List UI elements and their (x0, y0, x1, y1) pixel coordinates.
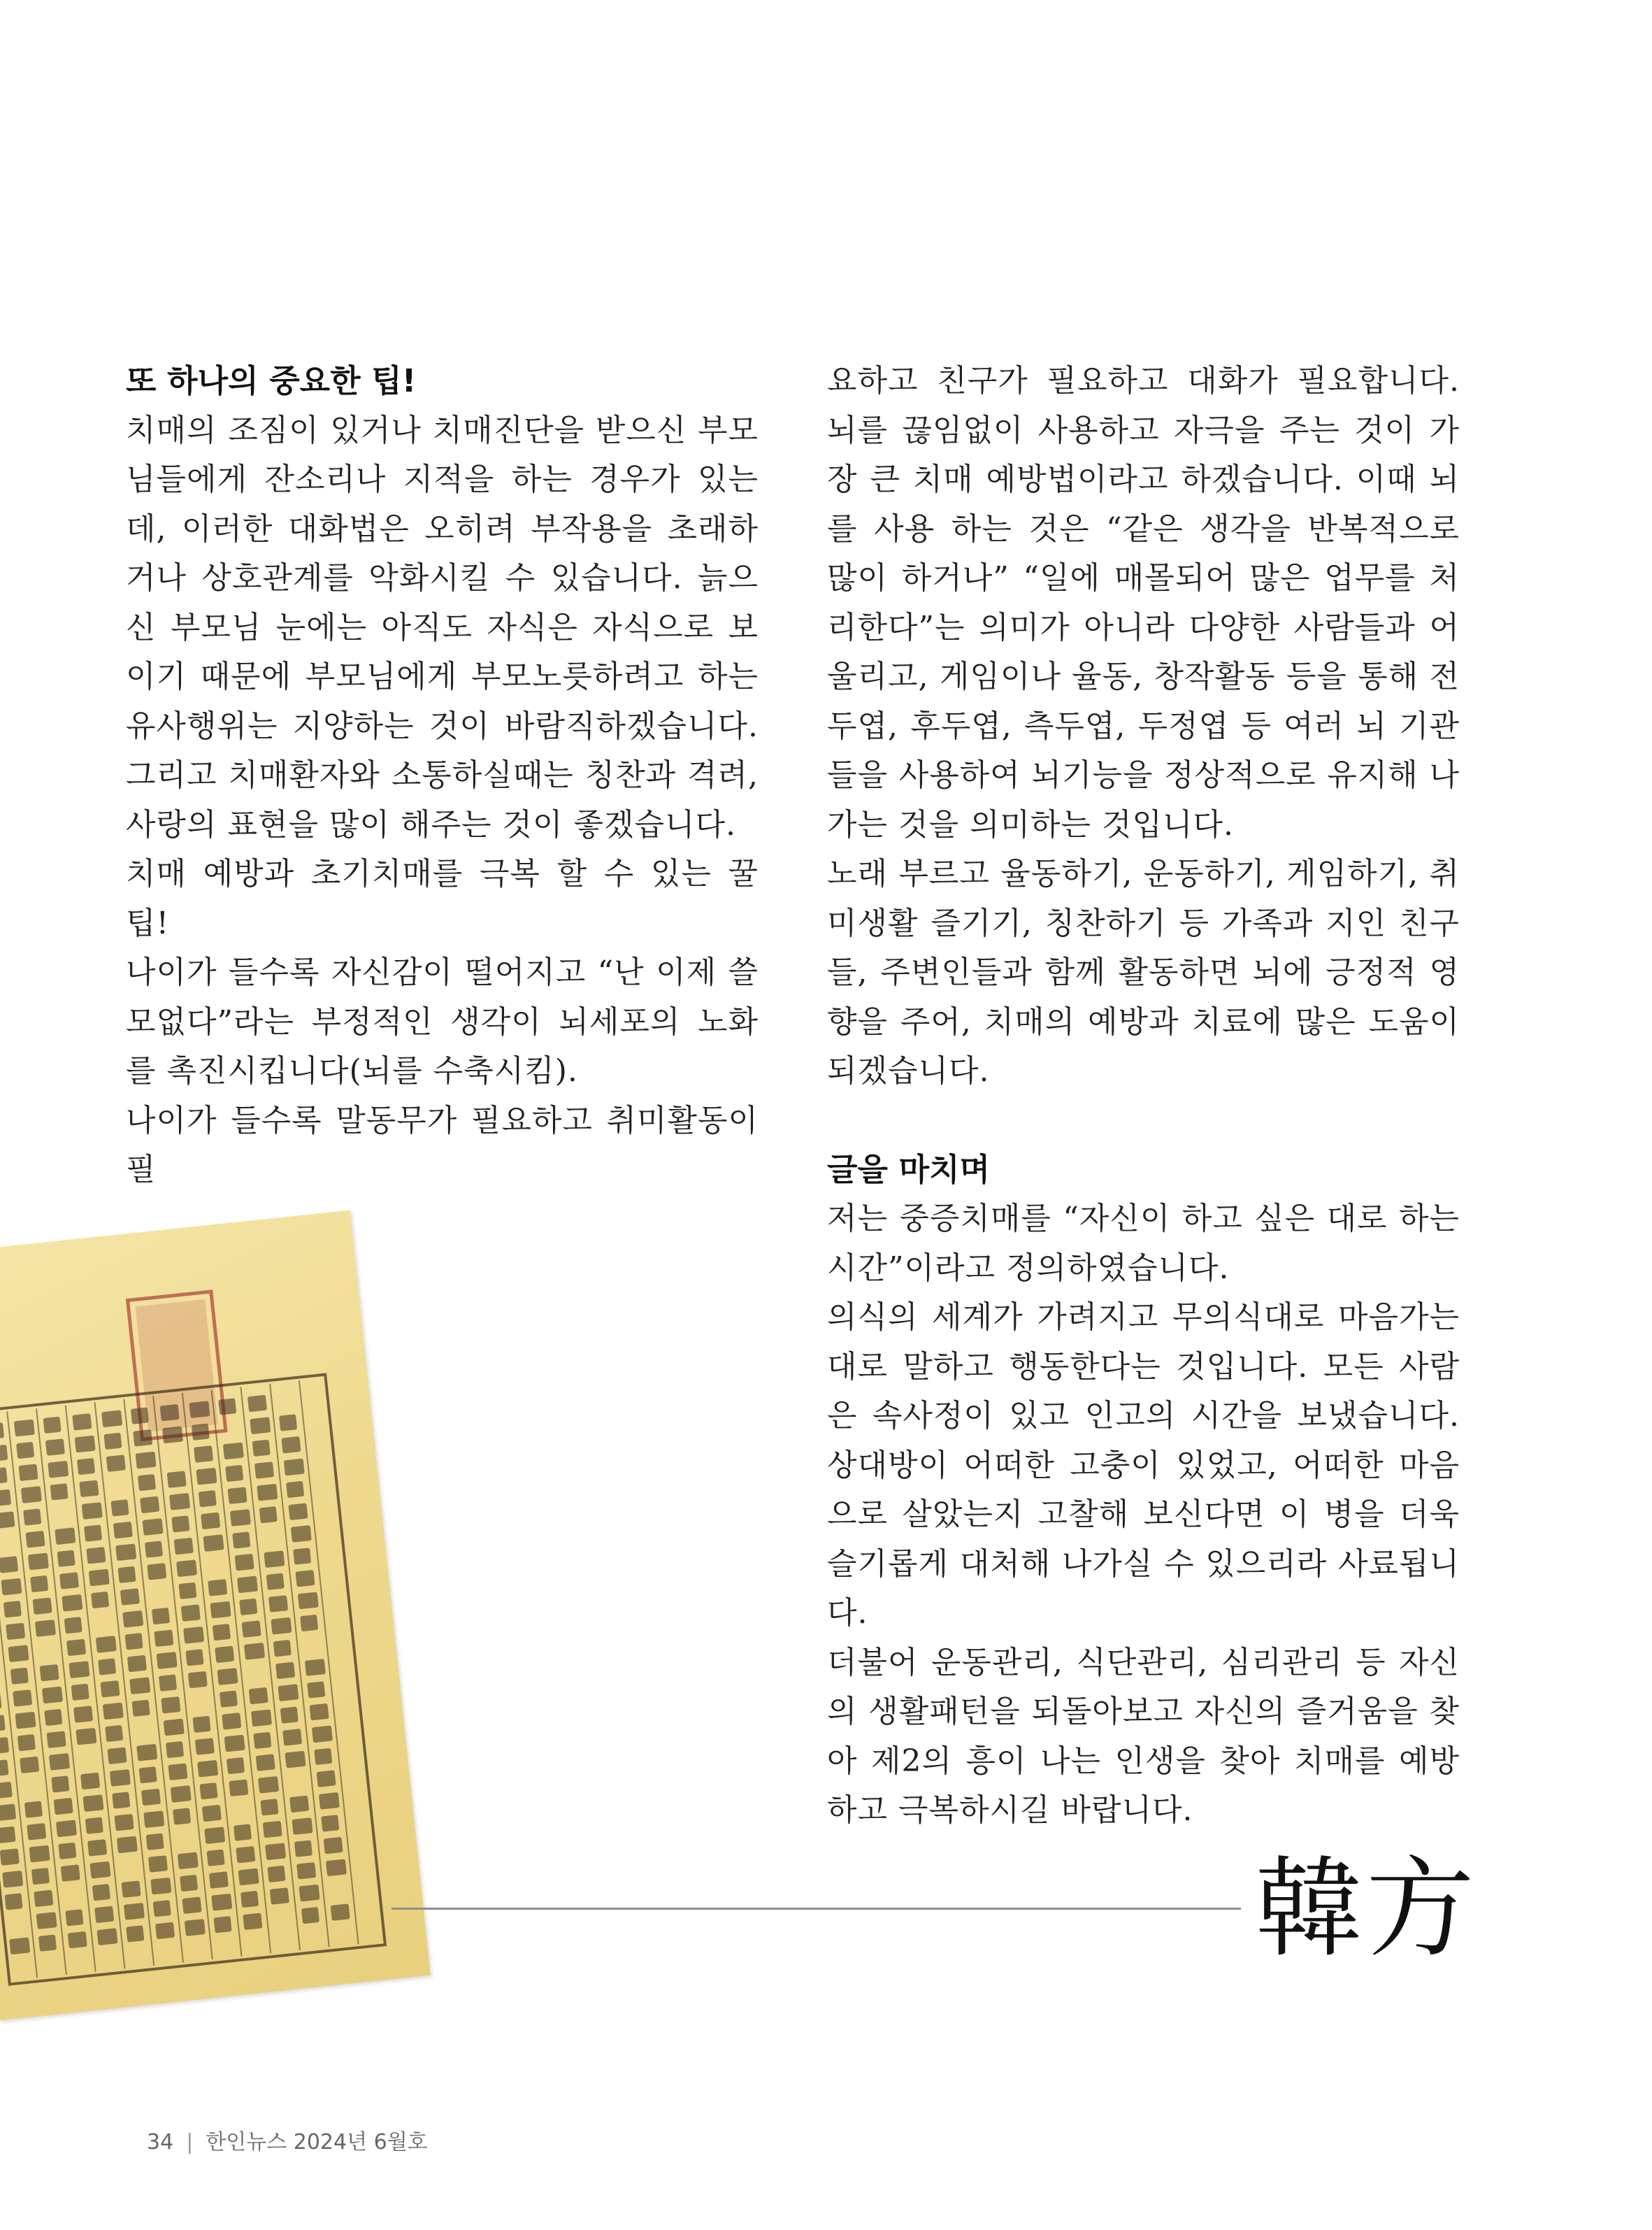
manuscript-glyph (0, 1848, 20, 1866)
manuscript-glyph (64, 1617, 82, 1634)
old-manuscript-image (0, 1210, 431, 2021)
manuscript-glyph (281, 1436, 301, 1454)
manuscript-glyph (31, 1868, 50, 1885)
manuscript-glyph (185, 1919, 206, 1936)
manuscript-glyph (250, 1417, 271, 1434)
manuscript-glyph (21, 1486, 42, 1503)
manuscript-glyph (29, 1845, 50, 1863)
manuscript-glyph (48, 1461, 69, 1478)
manuscript-glyph (312, 1725, 333, 1743)
manuscript-glyph (2, 1871, 23, 1888)
manuscript-glyph (47, 1731, 66, 1748)
manuscript-glyph (279, 1414, 297, 1431)
manuscript-glyph (194, 1445, 213, 1463)
manuscript-glyph (270, 1887, 289, 1905)
left-column (126, 357, 759, 1195)
manuscript-glyph (0, 1715, 6, 1732)
manuscript-glyph (141, 1789, 161, 1806)
manuscript-glyph (136, 1452, 157, 1469)
manuscript-glyph (275, 1662, 295, 1680)
manuscript-glyph (32, 1597, 52, 1615)
manuscript-glyph (0, 1445, 8, 1462)
manuscript-glyph (86, 1547, 106, 1564)
manuscript-glyph (237, 1575, 258, 1593)
manuscript-glyph (244, 1643, 265, 1660)
manuscript-glyph (267, 1866, 285, 1882)
manuscript-glyph (112, 1792, 130, 1808)
manuscript-glyph (164, 1719, 185, 1736)
manuscript-glyph (242, 1620, 261, 1638)
manuscript-glyph (307, 1681, 325, 1698)
manuscript-glyph (152, 1608, 170, 1624)
manuscript-glyph (264, 1550, 285, 1568)
manuscript-glyph (82, 1794, 103, 1812)
manuscript-glyph (259, 1506, 278, 1523)
page-footer (147, 2124, 428, 2155)
manuscript-glyph (98, 1658, 116, 1675)
manuscript-glyph (73, 1706, 93, 1723)
manuscript-glyph (234, 1824, 252, 1841)
manuscript-glyph (305, 1659, 326, 1676)
manuscript-glyph (0, 1489, 11, 1507)
body-paragraph: 노래 부르고 율동하기, 운동하기, 게임하기, 취미생활 즐기기, 칭찬하기 등 가족과 지인 친구들, 주변인들과 함께 활동하면 뇌에 긍정적 영향을 주어, 치매의 예방과 치료에 많은 도움이 되겠습니다. (827, 856, 1460, 1089)
manuscript-glyph (301, 1907, 319, 1924)
body-paragraph: 요하고 친구가 필요하고 대화가 필요합니다. 뇌를 끊임없이 사용하고 자극을 주는 것이 가장 큰 치매 예방법이라고 하겠습니다. 이때 뇌를 사용 하는 것은 “같은 생각을 반복적으로 많이 하거나” “일에 매몰되어 많은 업무를 처리한다”는 의미가 아니라 다양한 사람들과 어울리고, 게임이나 율동, 창작활동 등을 통해 전두엽, 후두엽, 측두엽, 두정엽 등 여러 뇌 기관들을 사용하여 뇌기능을 정상적으로 유지해 나가는 것을 의미하는 것입니다. (827, 363, 1460, 843)
manuscript-glyph (211, 1894, 232, 1911)
manuscript-glyph (131, 1407, 149, 1424)
manuscript-glyph (240, 1891, 259, 1908)
body-paragraph: 나이가 들수록 말동무가 필요하고 취미활동이 필 (126, 1102, 759, 1187)
manuscript-glyph (182, 1896, 201, 1914)
manuscript-glyph (171, 1785, 192, 1803)
manuscript-glyph (257, 1484, 278, 1501)
manuscript-glyph (80, 1773, 100, 1790)
manuscript-glyph (84, 1524, 102, 1541)
manuscript-glyph (8, 1645, 29, 1662)
manuscript-glyph (34, 1890, 53, 1908)
manuscript-glyph (0, 1803, 16, 1821)
manuscript-glyph (147, 1563, 166, 1580)
manuscript-glyph (178, 1582, 196, 1599)
manuscript-glyph (0, 1511, 15, 1529)
manuscript-glyph (51, 1775, 69, 1792)
manuscript-glyph (115, 1543, 136, 1561)
manuscript-glyph (24, 1801, 43, 1817)
manuscript-glyph (195, 1738, 215, 1755)
manuscript-glyph (17, 1734, 36, 1751)
manuscript-glyph (214, 1916, 232, 1933)
manuscript-glyph (201, 1513, 220, 1530)
manuscript-glyph (171, 1515, 189, 1532)
manuscript-glyph (271, 1617, 292, 1635)
manuscript-glyph (292, 1817, 313, 1835)
manuscript-glyph (103, 1703, 124, 1720)
section-title: 韓方 (1255, 1845, 1477, 1972)
manuscript-glyph (260, 1799, 278, 1815)
manuscript-glyph (273, 1640, 292, 1657)
body-paragraph: 더불어 운동관리, 식단관리, 심리관리 등 자신의 생활패턴을 되돌아보고 자신의 즐거움을 찾아 제2의 흥이 나는 인생을 찾아 치매를 예방하고 극복하시길 바랍니다. (827, 1644, 1460, 1828)
manuscript-glyph (62, 1594, 82, 1612)
manuscript-glyph (174, 1538, 194, 1555)
manuscript-glyph (6, 1623, 25, 1641)
manuscript-glyph (42, 1687, 63, 1704)
manuscript-glyph (143, 1518, 164, 1536)
manuscript-glyph (10, 1668, 29, 1685)
manuscript-glyph (0, 1737, 9, 1754)
manuscript-glyph (280, 1706, 299, 1723)
manuscript-glyph (117, 1836, 138, 1854)
manuscript-glyph (69, 1661, 89, 1678)
manuscript-glyph (199, 1490, 217, 1507)
manuscript-glyph (140, 1496, 159, 1514)
manuscript-glyph (265, 1843, 286, 1860)
manuscript-glyph (106, 1454, 126, 1472)
manuscript-glyph (110, 1499, 129, 1516)
manuscript-glyph (225, 1465, 243, 1482)
publication-name: 한인뉴스 2024년 6월호 (206, 2130, 428, 2154)
manuscript-glyph (100, 1680, 120, 1698)
manuscript-glyph (55, 1527, 76, 1545)
manuscript-glyph (124, 1903, 145, 1920)
manuscript-glyph (107, 1747, 127, 1764)
manuscript-glyph (146, 1834, 164, 1850)
manuscript-glyph (166, 1741, 184, 1758)
manuscript-glyph (136, 1744, 157, 1761)
manuscript-glyph (230, 1509, 251, 1527)
manuscript-glyph (9, 1937, 30, 1954)
manuscript-glyph (263, 1821, 282, 1838)
manuscript-glyph (58, 1843, 76, 1859)
manuscript-glyph (0, 1467, 8, 1484)
manuscript-glyph (253, 1732, 271, 1749)
manuscript-glyph (293, 1548, 311, 1564)
manuscript-glyph (18, 1464, 38, 1481)
page-number: 34 (147, 2130, 174, 2154)
manuscript-glyph (213, 1624, 231, 1641)
manuscript-glyph (222, 1713, 241, 1730)
manuscript-glyph (76, 1728, 96, 1745)
manuscript-glyph (14, 1420, 35, 1437)
manuscript-glyph (96, 1636, 117, 1653)
manuscript-glyph (79, 1480, 99, 1498)
closing-heading: 글을 마치며 (827, 1150, 991, 1188)
manuscript-glyph (204, 1827, 225, 1844)
manuscript-glyph (75, 1436, 96, 1453)
manuscript-glyph (50, 1483, 69, 1500)
manuscript-glyph (210, 1601, 231, 1619)
manuscript-glyph (285, 1751, 306, 1768)
manuscript-glyph (110, 1769, 131, 1787)
manuscript-glyph (91, 1592, 109, 1608)
manuscript-glyph (218, 1398, 236, 1415)
manuscript-glyph (103, 1433, 122, 1450)
manuscript-glyph (294, 1840, 313, 1857)
manuscript-glyph (192, 1716, 210, 1733)
body-paragraph: 의식의 세계가 가려지고 무의식대로 마음가는대로 말하고 행동한다는 것입니다. 모든 사람은 속사정이 있고 인고의 시간을 보냈습니다. 상대방이 어떠한 고충이 있었고, 어떠한 마음으로 살았는지 고찰해 보신다면 이 병을 더욱 슬기롭게 대처해 나가실 수 있으리라 사료됩니다. (827, 1299, 1460, 1631)
manuscript-glyph (236, 1846, 255, 1864)
manuscript-glyph (215, 1646, 234, 1664)
manuscript-glyph (331, 1903, 350, 1921)
manuscript-glyph (15, 1712, 36, 1729)
manuscript-glyph (49, 1753, 70, 1771)
manuscript-glyph (113, 1522, 133, 1539)
body-paragraph: 나이가 들수록 자신감이 떨어지고 “난 이제 쓸모없다”라는 부정적인 생각이 뇌세포의 노화를 촉진시킵니다(뇌를 수축시킴). (126, 955, 759, 1089)
manuscript-glyph (28, 1553, 49, 1571)
manuscript-glyph (54, 1798, 73, 1815)
footer-separator: | (186, 2130, 194, 2154)
manuscript-glyph (105, 1725, 123, 1742)
manuscript-glyph (23, 1508, 41, 1525)
manuscript-glyph (291, 1525, 312, 1543)
manuscript-glyph (229, 1780, 248, 1797)
manuscript-glyph (254, 1461, 274, 1479)
manuscript-glyph (180, 1875, 198, 1892)
manuscript-glyph (161, 1696, 180, 1714)
manuscript-glyph (188, 1671, 208, 1689)
manuscript-glyph (282, 1729, 302, 1746)
manuscript-glyph (82, 1502, 103, 1520)
body-paragraph: 저는 중증치매를 “자신이 하고 싶은 대로 하는 시간”이라고 정의하였습니다. (827, 1201, 1460, 1286)
manuscript-glyph (202, 1805, 222, 1822)
manuscript-glyph (0, 1556, 18, 1573)
manuscript-glyph (127, 1655, 147, 1673)
manuscript-glyph (30, 1575, 48, 1592)
manuscript-glyph (295, 1570, 315, 1587)
manuscript-glyph (129, 1677, 150, 1694)
manuscript-glyph (132, 1700, 150, 1717)
manuscript-glyph (300, 1615, 318, 1631)
manuscript-glyph (317, 1770, 336, 1787)
manuscript-glyph (176, 1559, 197, 1577)
manuscript-glyph (45, 1438, 65, 1456)
manuscript-glyph (256, 1754, 275, 1771)
body-paragraph: 치매의 조짐이 있거나 치매진단을 받으신 부모님들에게 잔소리나 지적을 하는 경우가 있는데, 이러한 대화법은 오히려 부작용을 초래하거나 상호관계를 악화시킬 수 있습니다. 늙으신 부모님 눈에는 아직도 자식은 자식으로 보이기 때문에 부모님에게 부모노릇하려고 하는 유사행위는 지양하는 것이 바람직하겠습니다. 그리고 치매환자와 소통하실때는 칭찬과 격려, 사랑의 표현을 많이 해주는 것이 좋겠습니다. (126, 412, 759, 843)
manuscript-glyph (192, 1424, 210, 1441)
manuscript-glyph (266, 1573, 285, 1590)
manuscript-glyph (220, 1690, 238, 1707)
manuscript-glyph (252, 1440, 271, 1457)
manuscript-glyph (0, 1693, 2, 1710)
manuscript-drawing (0, 1210, 431, 2021)
section-divider (392, 1908, 1241, 1910)
manuscript-glyph (3, 1601, 22, 1617)
manuscript-glyph (36, 1912, 57, 1929)
manuscript-glyph (72, 1413, 92, 1431)
manuscript-glyph (117, 1566, 136, 1583)
manuscript-glyph (159, 1674, 177, 1691)
manuscript-glyph (238, 1868, 259, 1886)
manuscript-glyph (43, 1417, 62, 1434)
manuscript-glyph (197, 1760, 218, 1778)
manuscript-glyph (217, 1668, 238, 1685)
manuscript-glyph (227, 1757, 245, 1774)
manuscript-glyph (66, 1639, 86, 1657)
manuscript-glyph (1, 1578, 22, 1596)
manuscript-glyph (153, 1900, 171, 1917)
manuscript-glyph (183, 1627, 204, 1644)
manuscript-glyph (168, 1763, 187, 1780)
manuscript-glyph (155, 1922, 175, 1940)
manuscript-glyph (56, 1820, 77, 1837)
manuscript-glyph (309, 1703, 329, 1721)
manuscript-glyph (298, 1592, 319, 1610)
manuscript-glyph (126, 1925, 144, 1942)
manuscript-glyph (249, 1687, 268, 1705)
manuscript-glyph (319, 1792, 340, 1810)
manuscript-glyph (223, 1443, 244, 1460)
tip-heading: 또 하나의 중요한 팁! (126, 362, 417, 399)
manuscript-glyph (20, 1757, 39, 1774)
manuscript-glyph (65, 1909, 83, 1926)
manuscript-glyph (232, 1531, 250, 1548)
manuscript-glyph (258, 1776, 279, 1794)
manuscript-glyph (148, 1855, 168, 1873)
manuscript-glyph (154, 1630, 173, 1648)
manuscript-glyph (114, 1814, 134, 1831)
manuscript-glyph (321, 1815, 339, 1831)
manuscript-glyph (167, 1471, 187, 1488)
manuscript-glyph (94, 1906, 114, 1924)
manuscript-glyph (122, 1610, 143, 1628)
manuscript-glyph (38, 1934, 57, 1951)
manuscript-glyph (85, 1817, 103, 1834)
manuscript-glyph (169, 1493, 190, 1510)
manuscript-glyph (162, 1426, 183, 1443)
manuscript-glyph (40, 1664, 59, 1682)
manuscript-glyph (181, 1604, 201, 1622)
manuscript-glyph (133, 1429, 152, 1447)
manuscript-glyph (296, 1862, 316, 1880)
manuscript-glyph (0, 1827, 16, 1843)
manuscript-glyph (286, 1481, 304, 1498)
manuscript-glyph (206, 1850, 224, 1866)
manuscript-glyph (57, 1550, 76, 1567)
manuscript-glyph (185, 1649, 203, 1666)
manuscript-glyph (160, 1404, 180, 1422)
manuscript-glyph (124, 1633, 143, 1650)
manuscript-glyph (35, 1620, 56, 1637)
manuscript-glyph (284, 1459, 305, 1476)
manuscript-glyph (208, 1579, 227, 1596)
manuscript-glyph (199, 1782, 217, 1799)
manuscript-glyph (0, 1759, 9, 1776)
manuscript-glyph (120, 1588, 140, 1606)
manuscript-glyph (157, 1652, 178, 1669)
manuscript-glyph (299, 1885, 319, 1902)
manuscript-glyph (239, 1599, 257, 1615)
manuscript-glyph (0, 1782, 13, 1799)
manuscript-glyph (96, 1928, 117, 1945)
manuscript-glyph (268, 1595, 288, 1613)
manuscript-glyph (228, 1487, 247, 1504)
manuscript-glyph (178, 1852, 199, 1870)
manuscript-glyph (71, 1684, 89, 1701)
manuscript-glyph (89, 1861, 110, 1879)
manuscript-glyph (235, 1554, 254, 1571)
manuscript-glyph (16, 1442, 34, 1459)
manuscript-glyph (145, 1541, 163, 1557)
manuscript-glyph (247, 1395, 267, 1413)
manuscript-glyph (189, 1401, 210, 1418)
manuscript-glyph (122, 1880, 141, 1898)
manuscript-glyph (61, 1864, 80, 1882)
manuscript-glyph (139, 1766, 157, 1783)
manuscript-glyph (224, 1735, 245, 1752)
manuscript-glyph (209, 1871, 229, 1889)
manuscript-glyph (59, 1572, 79, 1589)
manuscript-glyph (243, 1913, 262, 1930)
manuscript-glyph (87, 1839, 107, 1857)
manuscript-glyph (89, 1569, 110, 1587)
manuscript-glyph (27, 1823, 46, 1841)
manuscript-glyph (251, 1709, 272, 1727)
manuscript-glyph (138, 1474, 156, 1491)
manuscript-glyph (68, 1931, 87, 1949)
manuscript-glyph (314, 1748, 332, 1765)
manuscript-glyph (77, 1458, 95, 1475)
manuscript-glyph (13, 1689, 32, 1707)
manuscript-glyph (196, 1468, 217, 1485)
manuscript-glyph (101, 1410, 122, 1427)
manuscript-glyph (25, 1531, 45, 1548)
manuscript-glyph (0, 1422, 4, 1440)
manuscript-glyph (278, 1684, 299, 1701)
manuscript-glyph (92, 1884, 110, 1901)
manuscript-glyph (326, 1859, 347, 1876)
manuscript-glyph (143, 1810, 164, 1828)
manuscript-glyph (173, 1808, 191, 1824)
manuscript-glyph (203, 1534, 224, 1552)
right-column (827, 357, 1460, 1836)
manuscript-glyph (288, 1503, 308, 1520)
manuscript-glyph (44, 1709, 62, 1726)
manuscript-glyph (324, 1837, 343, 1854)
manuscript-glyph (4, 1893, 22, 1910)
manuscript-glyph (289, 1796, 309, 1813)
manuscript-glyph (150, 1878, 171, 1895)
body-paragraph: 치매 예방과 초기치매를 극복 할 수 있는 꿀팁! (126, 856, 759, 941)
